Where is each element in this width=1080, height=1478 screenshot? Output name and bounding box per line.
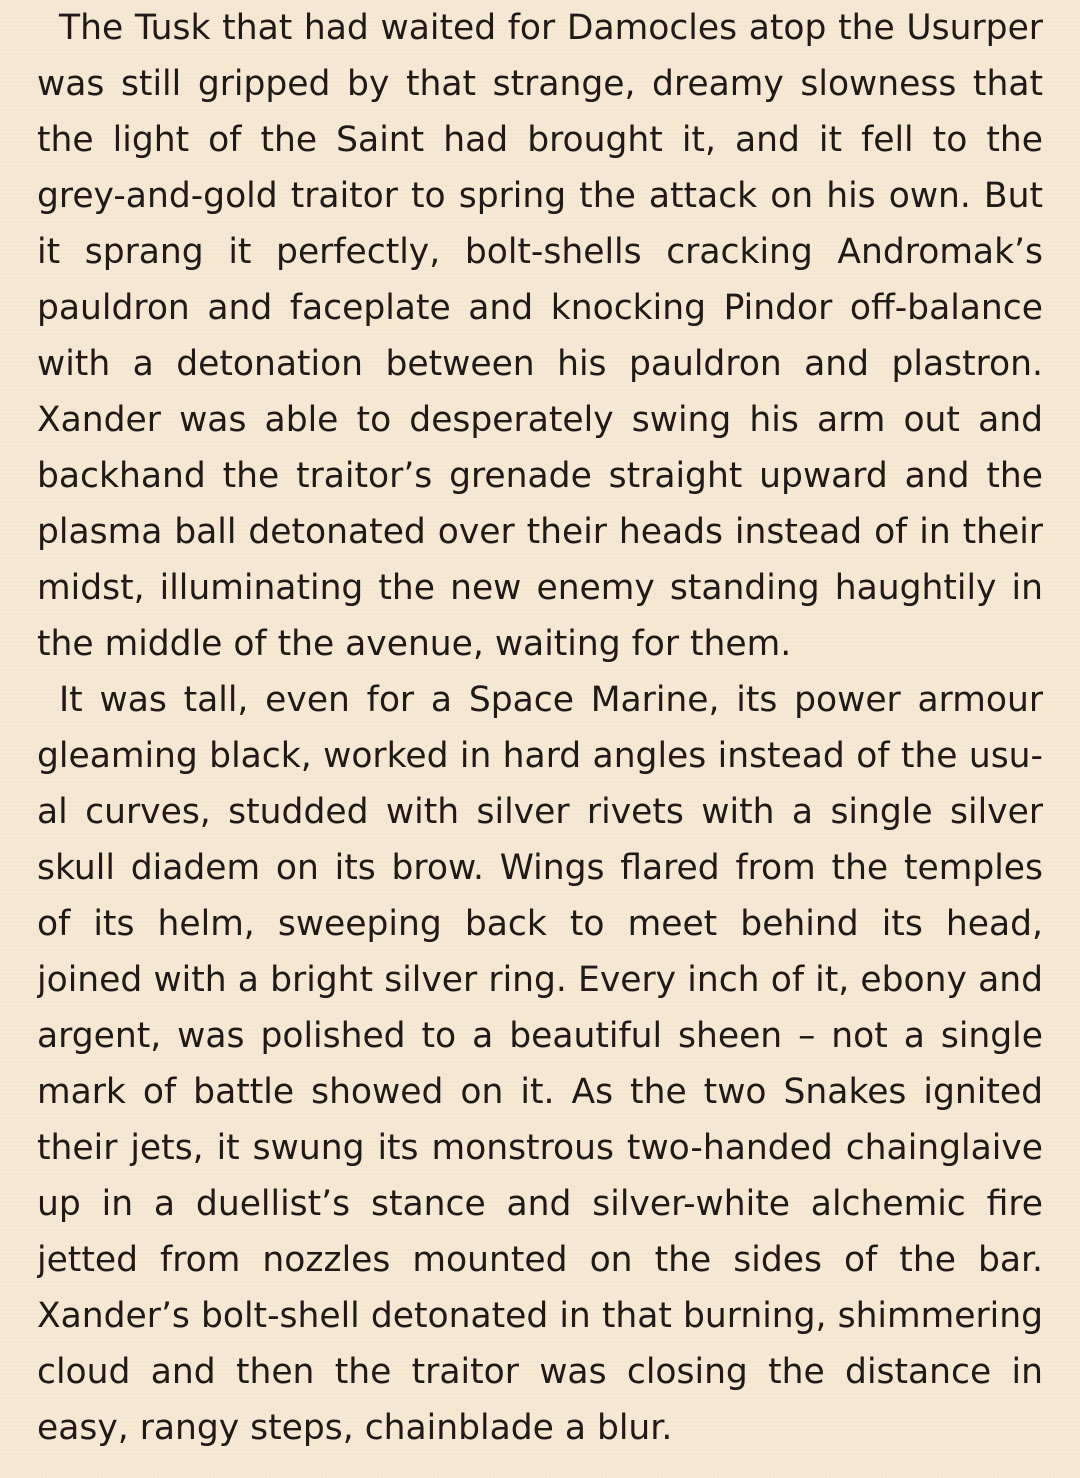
text-column bbox=[37, 0, 1043, 1456]
paragraph-2: It was tall, even for a Space Marine, its power armour gleaming black, worked in hard angles instead of the usual curves, studded with silver rivets with a single silver skull diadem on its brow. Wings flared from the temples of its helm, sweeping back to meet behind its head, joined with a bright silver ring. Every inch of it, ebony and argent, was polished to a beautiful sheen – not a single mark of battle showed on it. As the two Snakes ignited their jets, it swung its monstrous two-handed chainglaive up in a duellist’s stance and silver-white alchemic fire jetted from nozzles mounted on the sides of the bar. Xander’s bolt-shell detonated in that burning, shimmering cloud and then the traitor was closing the distance in easy, rangy steps, chainblade a blur. bbox=[37, 680, 1043, 1448]
paragraph-1: The Tusk that had waited for Damocles atop the Usurper was still gripped by that strange, dreamy slowness that the light of the Saint had brought it, and it fell to the grey-and-gold traitor to spring the attack on his own. But it sprang it perfectly, bolt-shells cracking Andromak’s pauldron and faceplate and knocking Pindor off-balance with a detonation between his pauldron and plastron. Xander was able to desperately swing his arm out and backhand the traitor’s grenade straight upward and the plasma ball detonated over their heads instead of in their midst, illuminating the new enemy standing haughtily in the middle of the avenue, waiting for them. bbox=[37, 8, 1043, 664]
reader-page bbox=[37, 0, 1043, 1478]
